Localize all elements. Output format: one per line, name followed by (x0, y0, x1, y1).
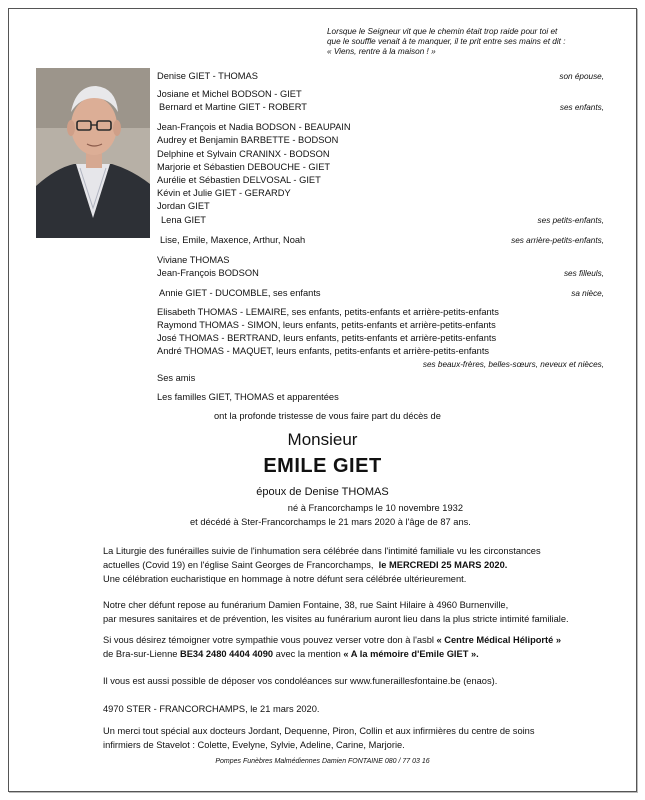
family-member: Viviane THOMAS (157, 255, 230, 265)
friends-line: Ses amis (157, 373, 196, 383)
family-member: José THOMAS - BERTRAND, leurs enfants, petits-enfants et arrière-petits-enfants (157, 333, 497, 343)
spouse-line: époux de Denise THOMAS (256, 486, 389, 498)
family-member: Audrey et Benjamin BARBETTE - BODSON (157, 135, 339, 145)
role-label: sa nièce, (571, 289, 604, 298)
bank-account: BE34 2480 4404 4090 (180, 649, 274, 659)
deceased-name: EMILE GIET (263, 455, 382, 477)
rest-line: par mesures sanitaires et de prévention, les visites au funérarium auront lieu dans la plus stricte intimité familiale. (103, 614, 569, 624)
poem (327, 27, 565, 57)
family-member: Raymond THOMAS - SIMON, leurs enfants, petits-enfants et arrière-petits-enfants (157, 320, 496, 330)
family-member: Annie GIET - DUCOMBLE, ses enfants (159, 288, 321, 298)
poem-line: que le souffle venait à te manquer, il te prit entre ses mains et dit : (327, 37, 566, 46)
family-member: Lena GIET (161, 215, 206, 225)
donation-text: Si vous désirez témoigner votre sympathie vous pouvez verser votre don à l'asbl (103, 635, 434, 645)
liturgy-line (103, 558, 541, 572)
family-member: Lise, Emile, Maxence, Arthur, Noah (160, 235, 306, 245)
role-label: ses filleuls, (563, 269, 604, 278)
footer: Pompes Funèbres Malmédiennes Damien FONTAINE 080 / 77 03 16 (215, 758, 430, 765)
role-label: ses petits-enfants, (537, 216, 604, 225)
role-label: son épouse, (559, 72, 604, 81)
liturgy-line: Une célébration eucharistique en hommage à notre défunt sera célébrée ultérieurement. (103, 574, 467, 584)
role-label: ses enfants, (559, 103, 604, 112)
family-member: Jean-François et Nadia BODSON - BEAUPAIN (157, 122, 351, 132)
family-member: André THOMAS - MAQUET, leurs enfants, petits-enfants et arrière-petits-enfants (157, 346, 490, 356)
donation-text: de Bra-sur-Lienne (103, 649, 178, 659)
death-line: et décédé à Ster-Francorchamps le 21 mars 2020 à l'âge de 87 ans. (190, 517, 471, 527)
liturgy-paragraph (103, 544, 541, 586)
role-label: ses arrière-petits-enfants, (511, 236, 604, 245)
charity-name: « Centre Médical Héliporté » (436, 635, 562, 645)
family-member: Marjorie et Sébastien DEBOUCHE - GIET (157, 162, 331, 172)
family-member: Aurélie et Sébastien DELVOSAL - GIET (157, 175, 321, 185)
donation-mention: « A la mémoire d'Emile GIET ». (343, 649, 479, 659)
poem-line: « Viens, rentre à la maison ! » (327, 47, 436, 56)
birth-line: né à Francorchamps le 10 novembre 1932 (287, 503, 463, 513)
condolences-line: Il vous est aussi possible de déposer vos condoléances sur www.funeraillesfontaine.be (enaos). (103, 676, 498, 686)
family-member: Jordan GIET (157, 201, 210, 211)
rest-paragraph (103, 598, 569, 626)
thanks-paragraph (103, 724, 535, 752)
thanks-line: infirmiers de Stavelot : Colette, Evelyne, Sylvie, Adeline, Carine, Marjorie. (103, 740, 405, 750)
role-label: ses beaux-frères, belles-sœurs, neveux et nièces, (422, 360, 604, 369)
place-date-line: 4970 STER - FRANCORCHAMPS, le 21 mars 2020. (103, 704, 320, 714)
funeral-date: le MERCREDI 25 MARS 2020. (378, 560, 508, 570)
portrait-photo (36, 68, 150, 238)
portrait-image (36, 68, 150, 238)
donation-text: avec la mention (275, 649, 341, 659)
family-member: Delphine et Sylvain CRANINX - BODSON (157, 149, 330, 159)
honorific: Monsieur (287, 430, 358, 449)
thanks-line: Un merci tout spécial aux docteurs Jordant, Dequenne, Piron, Collin et aux infirmières du centre de soins (103, 726, 535, 736)
donation-line (103, 647, 561, 661)
donation-line (103, 633, 561, 647)
poem-line: Lorsque le Seigneur vit que le chemin était trop raide pour toi et (327, 27, 558, 36)
family-member: Kévin et Julie GIET - GERARDY (157, 188, 291, 198)
rest-line: Notre cher défunt repose au funérarium Damien Fontaine, 38, rue Saint Hilaire à 4960 Burnenville, (103, 600, 509, 610)
families-line: Les familles GIET, THOMAS et apparentées (157, 392, 339, 402)
donation-paragraph (103, 633, 561, 661)
family-member: Denise GIET - THOMAS (157, 71, 258, 81)
family-member: Bernard et Martine GIET - ROBERT (159, 102, 307, 112)
family-member: Jean-François BODSON (157, 268, 259, 278)
liturgy-text: actuelles (Covid 19) en l'église Saint Georges de Francorchamps, (103, 560, 374, 570)
announcement-line: ont la profonde tristesse de vous faire part du décès de (214, 411, 441, 421)
family-member: Elisabeth THOMAS - LEMAIRE, ses enfants, petits-enfants et arrière-petits-enfants (157, 307, 499, 317)
liturgy-line: La Liturgie des funérailles suivie de l'inhumation sera célébrée dans l'intimité familiale vu les circonstances (103, 546, 541, 556)
family-member: Josiane et Michel BODSON - GIET (157, 89, 302, 99)
